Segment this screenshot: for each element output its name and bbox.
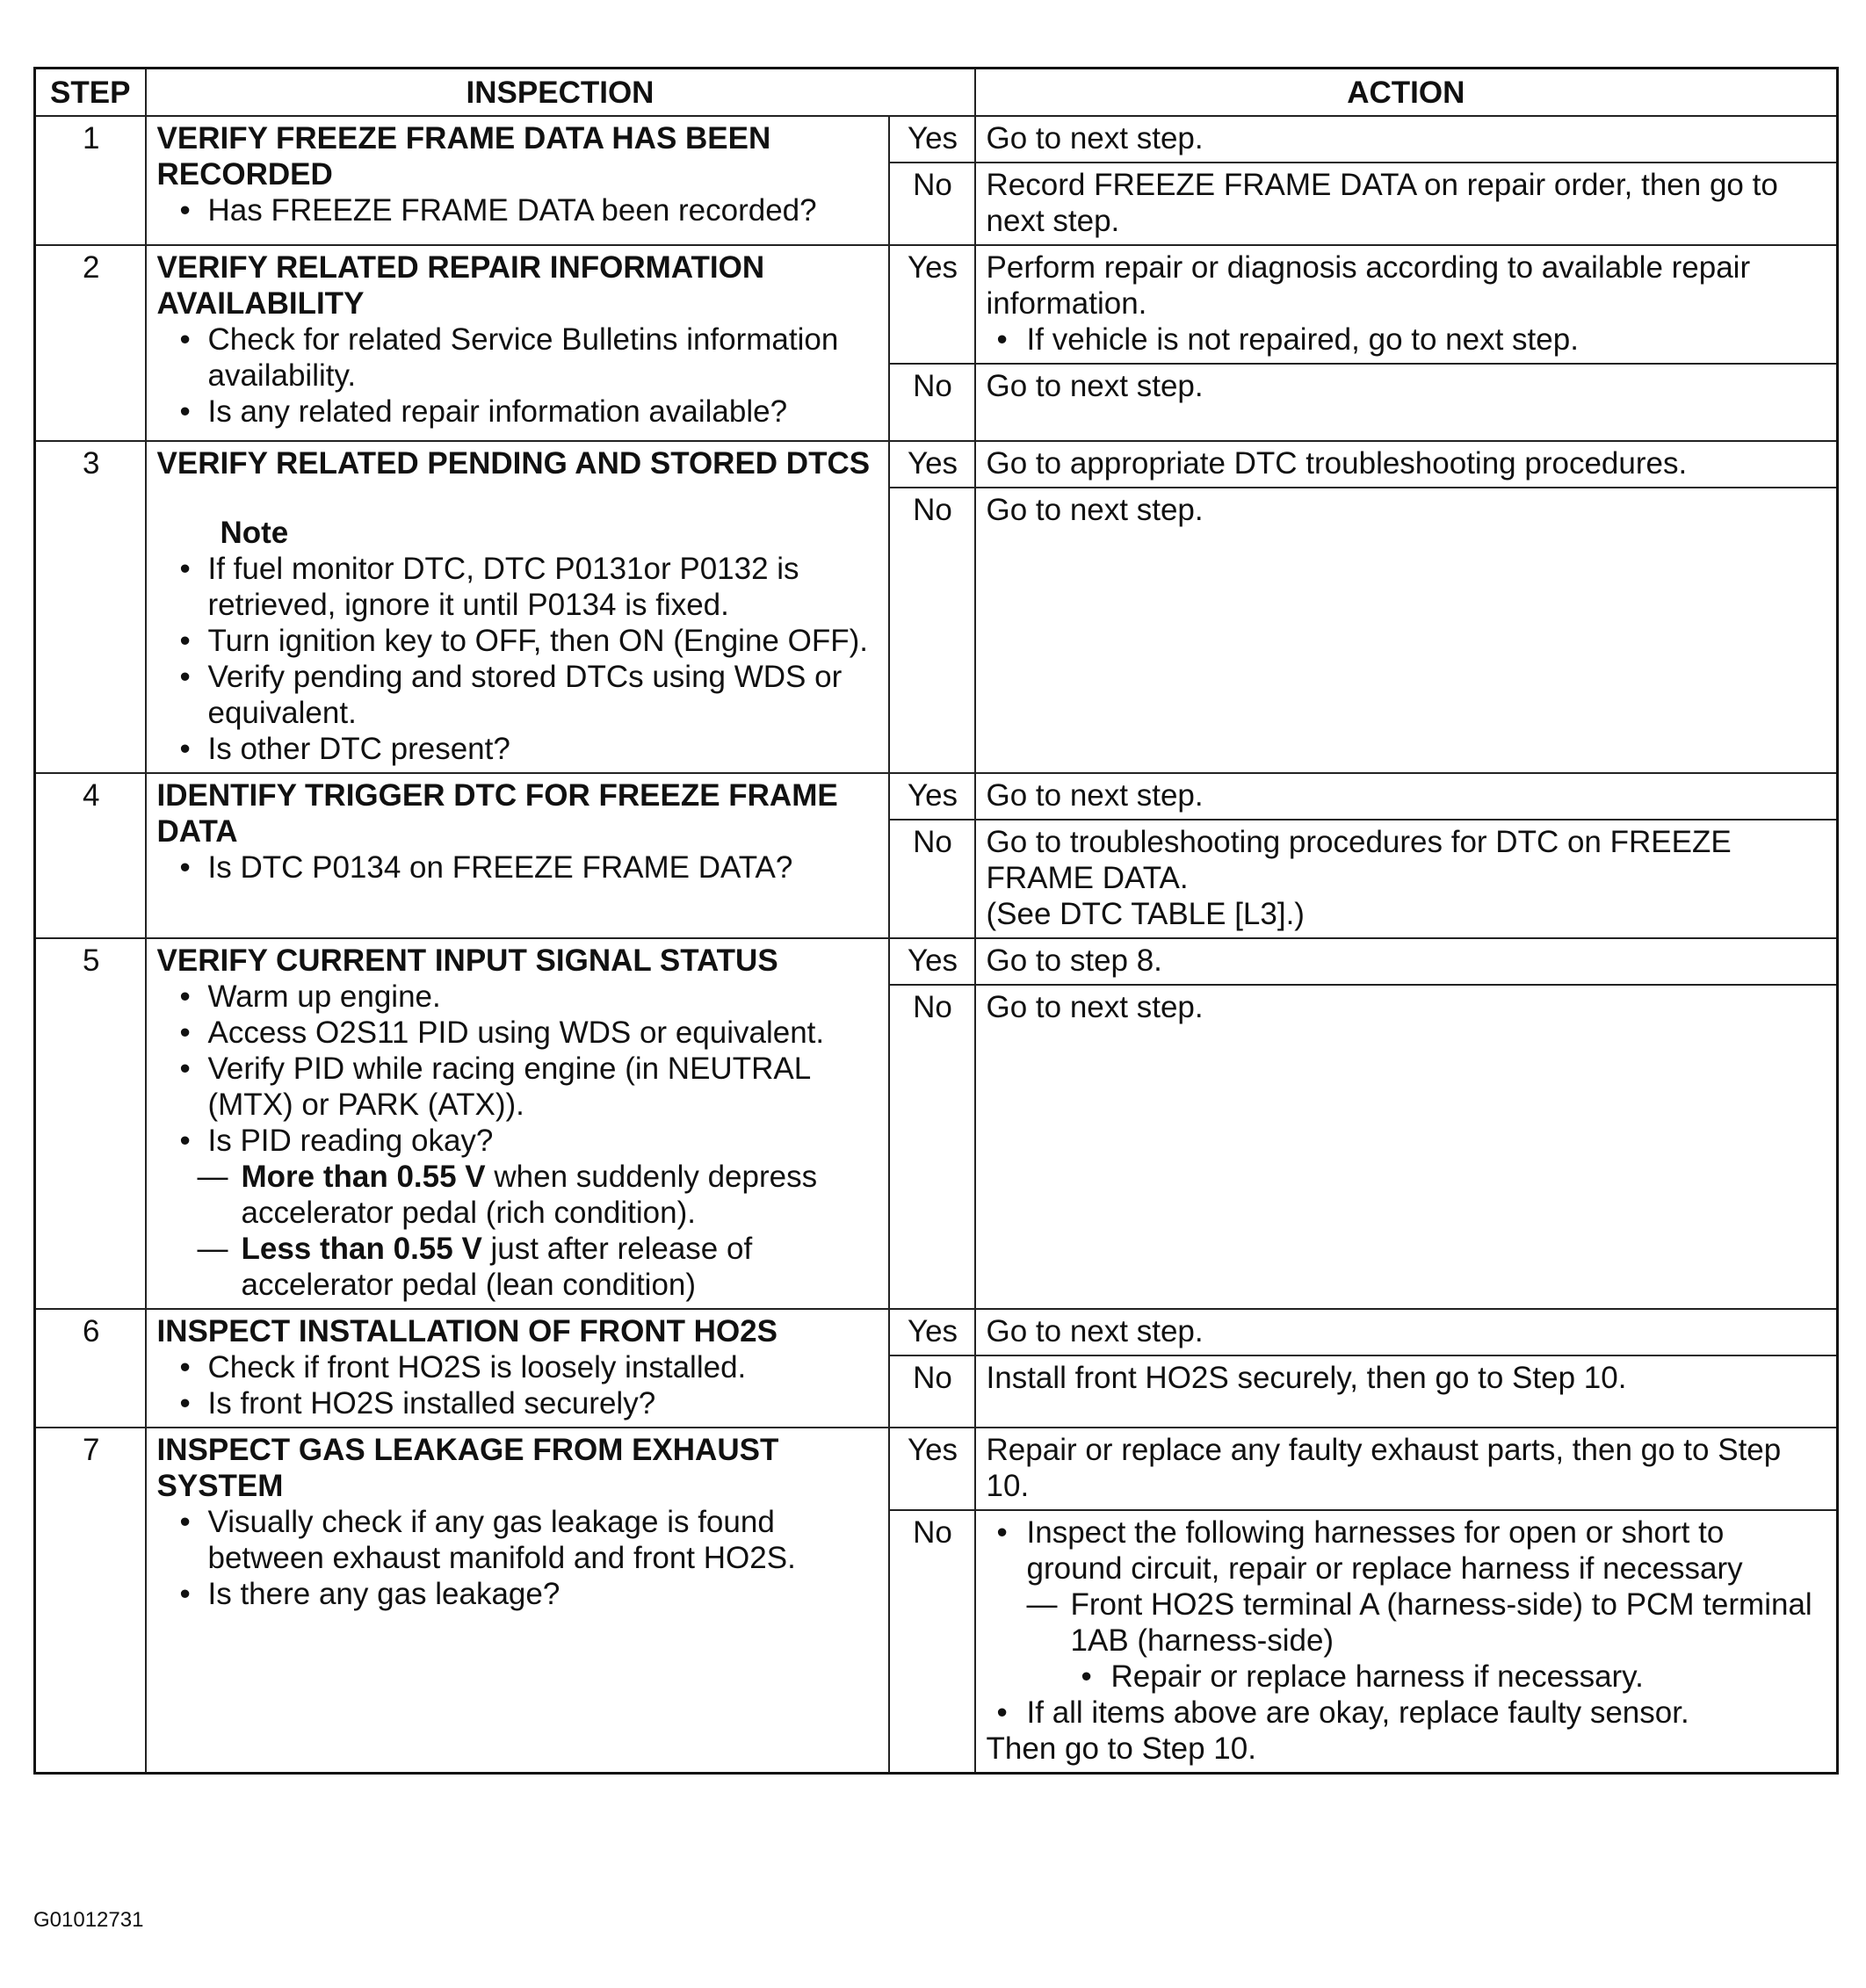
bullet-list xyxy=(157,1349,879,1421)
list-item: • Check for related Service Bulletins information availability. xyxy=(157,322,879,394)
threshold-value: More than 0.55 V xyxy=(241,1160,486,1194)
list-item: • Repair or replace harness if necessary. xyxy=(1071,1659,1828,1695)
list-item: • Is there any gas leakage? xyxy=(157,1576,879,1612)
yes-label: Yes xyxy=(889,441,975,488)
no-action-reference: (See DTC TABLE [L3].) xyxy=(986,897,1305,931)
bullet-list xyxy=(157,192,879,228)
step-title: INSPECT INSTALLATION OF FRONT HO2S xyxy=(156,1314,778,1348)
dash-list xyxy=(1027,1587,1828,1695)
no-action: Go to next step. xyxy=(975,364,1838,441)
list-item: • Is any related repair information available? xyxy=(157,394,879,430)
no-label: No xyxy=(889,163,975,245)
inspection-cell xyxy=(146,116,889,245)
bullet-list xyxy=(987,322,1828,358)
step-title: VERIFY RELATED REPAIR INFORMATION AVAILABILITY xyxy=(156,250,765,321)
yes-label: Yes xyxy=(889,245,975,364)
note-title: Note xyxy=(220,516,289,550)
list-item-text: Is PID reading okay? xyxy=(207,1124,494,1158)
inspection-cell xyxy=(146,441,889,773)
table-row xyxy=(35,773,1838,820)
no-label: No xyxy=(889,488,975,773)
dash-item xyxy=(1027,1587,1828,1695)
note-list xyxy=(157,551,879,623)
bullet-list xyxy=(157,849,879,886)
yes-action: Go to next step. xyxy=(975,773,1838,820)
table-row xyxy=(35,938,1838,985)
list-item: • If fuel monitor DTC, DTC P0131or P0132 is retrieved, ignore it until P0134 is fixed. xyxy=(157,551,879,623)
yes-label: Yes xyxy=(889,1309,975,1355)
no-action-tail: Then go to Step 10. xyxy=(986,1731,1256,1766)
no-action-cell xyxy=(975,820,1838,938)
inspection-cell xyxy=(146,1428,889,1774)
list-item: • Warm up engine. xyxy=(157,979,879,1015)
figure-code: G01012731 xyxy=(33,1908,144,1932)
no-action: Go to next step. xyxy=(975,985,1838,1309)
step-number: 6 xyxy=(35,1309,146,1428)
table-row xyxy=(35,441,1838,488)
list-item: • Is front HO2S installed securely? xyxy=(157,1385,879,1421)
header-action: ACTION xyxy=(975,69,1838,117)
inspection-cell xyxy=(146,245,889,441)
header-step: STEP xyxy=(35,69,146,117)
bullet-list xyxy=(157,322,879,430)
no-label: No xyxy=(889,364,975,441)
dash-item xyxy=(198,1231,879,1303)
step-title: VERIFY FREEZE FRAME DATA HAS BEEN RECORDED xyxy=(156,121,771,192)
list-item: • Turn ignition key to OFF, then ON (Engine OFF). xyxy=(157,623,879,659)
list-item-text: Inspect the following harnesses for open or short to ground circuit, repair or replace harness if necessary xyxy=(1026,1515,1743,1586)
table-row xyxy=(35,1428,1838,1510)
no-action: Record FREEZE FRAME DATA on repair order, then go to next step. xyxy=(975,163,1838,245)
yes-action-cell xyxy=(975,245,1838,364)
dash-text: when suddenly depress accelerator pedal (rich condition). xyxy=(241,1160,818,1230)
dash-list xyxy=(198,1159,879,1303)
list-item xyxy=(987,1514,1828,1695)
list-item: • If all items above are okay, replace faulty sensor. xyxy=(987,1695,1828,1731)
no-action-cell xyxy=(975,1510,1838,1774)
step-title: VERIFY CURRENT INPUT SIGNAL STATUS xyxy=(156,943,778,978)
no-label: No xyxy=(889,820,975,938)
list-item xyxy=(157,1123,879,1303)
no-action: Install front HO2S securely, then go to Step 10. xyxy=(975,1355,1838,1428)
list-item: • Visually check if any gas leakage is found between exhaust manifold and front HO2S. xyxy=(157,1504,879,1576)
yes-action: Go to step 8. xyxy=(975,938,1838,985)
no-label: No xyxy=(889,1510,975,1774)
dash-text: just after release of accelerator pedal (lean condition) xyxy=(241,1232,753,1302)
step-number: 4 xyxy=(35,773,146,938)
yes-action: Repair or replace any faulty exhaust parts, then go to Step 10. xyxy=(975,1428,1838,1510)
table-header-row xyxy=(35,69,1838,117)
threshold-value: Less than 0.55 V xyxy=(241,1232,482,1266)
no-label: No xyxy=(889,985,975,1309)
bullet-list xyxy=(1071,1659,1828,1695)
list-item: • If vehicle is not repaired, go to next step. xyxy=(987,322,1828,358)
yes-action: Go to appropriate DTC troubleshooting procedures. xyxy=(975,441,1838,488)
step-number: 5 xyxy=(35,938,146,1309)
bullet-list xyxy=(157,1504,879,1612)
list-item: • Is other DTC present? xyxy=(157,731,879,767)
table-row xyxy=(35,1309,1838,1355)
yes-label: Yes xyxy=(889,116,975,163)
step-title: INSPECT GAS LEAKAGE FROM EXHAUST SYSTEM xyxy=(156,1433,779,1503)
yes-label: Yes xyxy=(889,1428,975,1510)
header-inspection: INSPECTION xyxy=(146,69,975,117)
list-item: • Check if front HO2S is loosely installed. xyxy=(157,1349,879,1385)
list-item: • Access O2S11 PID using WDS or equivalent. xyxy=(157,1015,879,1051)
inspection-cell xyxy=(146,938,889,1309)
table-row xyxy=(35,245,1838,364)
step-title: VERIFY RELATED PENDING AND STORED DTCS xyxy=(156,446,871,481)
dash-text: Front HO2S terminal A (harness-side) to PCM terminal 1AB (harness-side) xyxy=(1070,1587,1812,1658)
no-action: Go to next step. xyxy=(975,488,1838,773)
inspection-cell xyxy=(146,1309,889,1428)
step-title: IDENTIFY TRIGGER DTC FOR FREEZE FRAME DATA xyxy=(156,778,838,849)
yes-action: Go to next step. xyxy=(975,116,1838,163)
step-number: 1 xyxy=(35,116,146,245)
dash-item xyxy=(198,1159,879,1231)
list-item: • Verify pending and stored DTCs using WDS or equivalent. xyxy=(157,659,879,731)
step-number: 7 xyxy=(35,1428,146,1774)
list-item: • Is DTC P0134 on FREEZE FRAME DATA? xyxy=(157,849,879,886)
yes-label: Yes xyxy=(889,773,975,820)
bullet-list xyxy=(157,979,879,1303)
inspection-cell xyxy=(146,773,889,938)
list-item: • Verify PID while racing engine (in NEUTRAL (MTX) or PARK (ATX)). xyxy=(157,1051,879,1123)
no-label: No xyxy=(889,1355,975,1428)
diagnostic-table xyxy=(33,67,1839,1775)
step-number: 2 xyxy=(35,245,146,441)
yes-action: Go to next step. xyxy=(975,1309,1838,1355)
no-action: Go to troubleshooting procedures for DTC on FREEZE FRAME DATA. xyxy=(986,825,1732,895)
table-row xyxy=(35,116,1838,163)
bullet-list xyxy=(987,1514,1828,1731)
bullet-list xyxy=(157,623,879,767)
yes-action: Perform repair or diagnosis according to available repair information. xyxy=(986,250,1751,321)
yes-label: Yes xyxy=(889,938,975,985)
list-item: • Has FREEZE FRAME DATA been recorded? xyxy=(157,192,879,228)
step-number: 3 xyxy=(35,441,146,773)
